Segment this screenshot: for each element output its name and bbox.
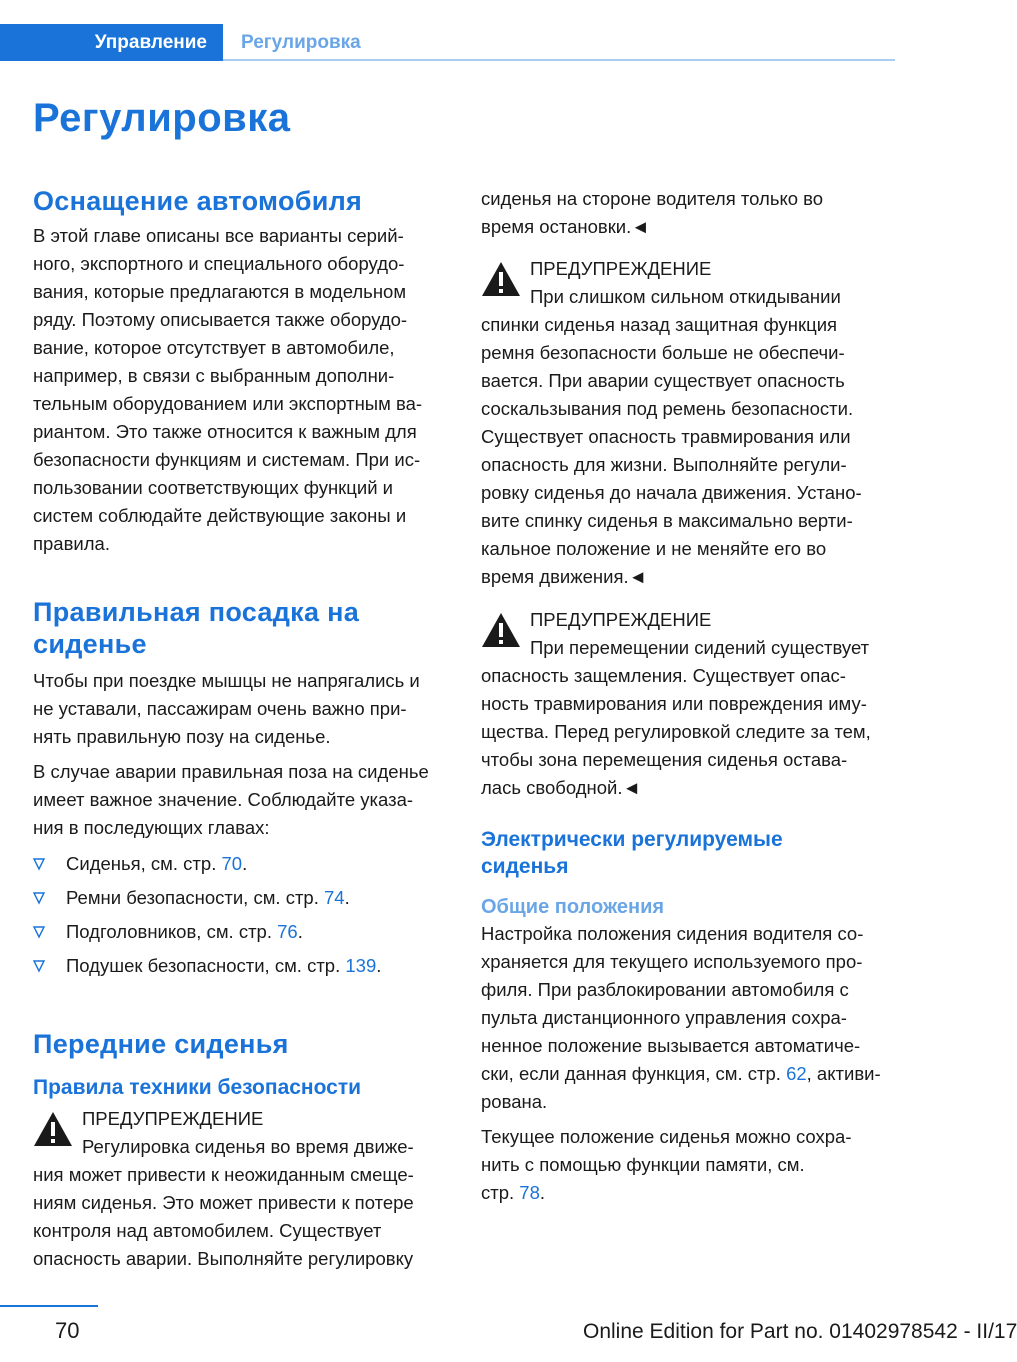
page-title: Регулировка	[33, 96, 291, 140]
warning-block	[33, 1105, 453, 1273]
warning-heading: ПРЕДУПРЕЖДЕНИЕ	[82, 1108, 264, 1129]
general-paragraph-2: Текущее положение сиденья можно сохра- нить с помощью функции памяти, см. стр. 78.	[481, 1126, 852, 1203]
header-rule	[223, 59, 895, 61]
warning-triangle-icon	[481, 612, 521, 648]
subsection-title-electric-seats: Электрически регулируемые сиденья	[481, 828, 783, 878]
warning-text: При слишком сильном откидывании спинки сиденья назад защитная функция ремня безопасности больше не обеспечи- вается. При аварии существует опасность соскальзывания под ремень безопасности. Существует опасность травмирования или опасность для жизни. Выполняйте регули- ровку сиденья до начала движения. Устано- вите спинку сиденья в максимально верти- кальное положение и не меняйте его во время движения.◄	[481, 286, 862, 587]
page-link[interactable]: 78	[519, 1182, 540, 1203]
footer-rule	[0, 1305, 98, 1307]
page-link[interactable]: 62	[786, 1063, 807, 1084]
page-link[interactable]: 74	[324, 887, 345, 908]
tab-chapter-adjust[interactable]: Регулировка	[241, 31, 361, 53]
section-title-seating: Правильная посадка на сиденье	[33, 597, 360, 659]
page-link[interactable]: 76	[277, 921, 298, 942]
bullet-triangle-icon	[33, 960, 45, 972]
bullet-triangle-icon	[33, 892, 45, 904]
bullet-triangle-icon	[33, 858, 45, 870]
page-link[interactable]: 139	[345, 955, 377, 976]
tab-chapter-control[interactable]: Управление	[0, 24, 223, 61]
reference-list	[33, 850, 453, 986]
bullet-triangle-icon	[33, 926, 45, 938]
chapter-header	[0, 24, 895, 61]
warning-triangle-icon	[481, 261, 521, 297]
section-title-front-seats: Передние сиденья	[33, 1029, 289, 1059]
list-item: Сиденья, см. стр. 70.	[33, 850, 453, 884]
equipment-paragraph: В этой главе описаны все варианты серий- ного, экспортного и специального оборудо- вания, которые предлагаются в модельном ряду. Поэтому описывается также оборудо- вание, которое отсутствует в автомобиле, например, в связи с выбранным дополни- тельным оборудованием или экспортным ва- риантом. Это также относится к важным для безопасности функциям и системам. При ис- пользовании соответствующих функций и систем соблюдайте действующие законы и правила.	[33, 225, 423, 554]
warning-block	[481, 606, 901, 802]
warning-triangle-icon	[33, 1111, 73, 1147]
section-title-equipment: Оснащение автомобиля	[33, 186, 363, 216]
general-paragraph-1: Настройка положения сидения водителя со- храняется для текущего используемого про- филя. При разблокировании автомобиля с пульта дистанционного управления сохра- ненное положение вызывается автоматиче- ски, если данная функция, см. стр. 62, активи- рована.	[481, 923, 881, 1112]
warning-continuation: сиденья на стороне водителя только во время остановки.◄	[481, 188, 824, 237]
warning-block	[481, 255, 901, 591]
list-item: Подголовников, см. стр. 76.	[33, 918, 453, 952]
list-item: Ремни безопасности, см. стр. 74.	[33, 884, 453, 918]
list-item: Подушек безопасности, см. стр. 139.	[33, 952, 453, 986]
warning-heading: ПРЕДУПРЕЖДЕНИЕ	[530, 609, 712, 630]
page-link[interactable]: 70	[221, 853, 243, 874]
seating-paragraph-1: Чтобы при поездке мышцы не напрягались и не уставали, пассажирам очень важно при- нять правильную позу на сиденье.	[33, 670, 420, 747]
left-column	[33, 185, 453, 1273]
warning-text: При перемещении сидений существует опасность защемления. Существует опас- ность травмирования или повреждения иму- щества. Перед регулировкой следите за тем, чтобы зона перемещения сиденья остава- лась свободной.◄	[481, 637, 871, 798]
warning-text: Регулировка сиденья во время движе- ния может привести к неожиданным смеще- ниям сиденья. Это может привести к потере контроля над автомобилем. Существует опасность аварии. Выполняйте регулировку	[33, 1136, 414, 1269]
page-number: 70	[55, 1318, 80, 1343]
subsection-title-general: Общие положения	[481, 896, 665, 918]
seating-paragraph-2: В случае аварии правильная поза на сиденье имеет важное значение. Соблюдайте указа- ния в последующих главах:	[33, 761, 429, 838]
right-column	[481, 185, 901, 1207]
edition-note: Online Edition for Part no. 01402978542 - II/17	[583, 1320, 1017, 1343]
warning-heading: ПРЕДУПРЕЖДЕНИЕ	[530, 258, 712, 279]
subsection-title-safety: Правила техники безопасности	[33, 1076, 362, 1099]
